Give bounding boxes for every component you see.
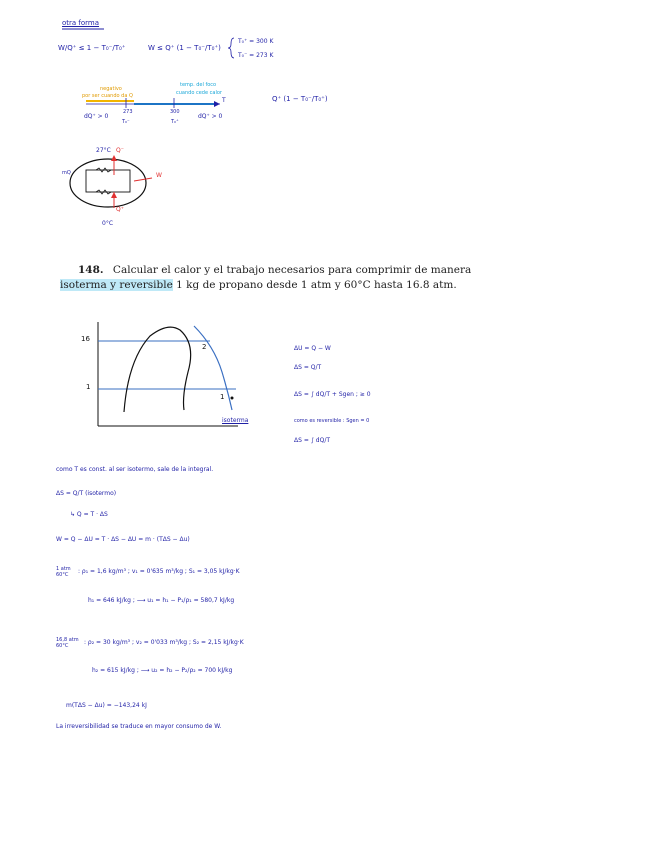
state-2-enthalpy: h₂ = 615 kJ/kg ; ⟶ u₂ = h₂ − P₂/ρ₂ = 700 kJ/kg bbox=[92, 667, 233, 674]
q-minus-arrowhead bbox=[111, 155, 117, 161]
dq-left: dQ⁺ > 0 bbox=[84, 113, 109, 120]
eq-energy: ΔU = Q − W bbox=[294, 345, 331, 352]
eq-entropy-integral: ΔS = ∫ dQ/T + Sgen ; ≥ 0 bbox=[294, 391, 371, 398]
eq-entropy: ΔS = Q/T bbox=[294, 364, 322, 371]
diagram-point-1: 1 bbox=[220, 393, 225, 401]
cycle-ellipse bbox=[70, 159, 146, 207]
blue-note-2: cuando cede calor bbox=[176, 90, 222, 96]
axis-t-label: T bbox=[222, 97, 226, 104]
work-result: m(TΔS − Δu) = −143,24 kJ bbox=[66, 702, 147, 709]
q-plus-arrowhead bbox=[111, 192, 117, 198]
yellow-note-1: negativo bbox=[100, 86, 122, 92]
yellow-note-2: por ser cuando da Q bbox=[82, 93, 133, 99]
cycle-mq: mQ bbox=[62, 170, 71, 176]
dq-right: dQ⁺ > 0 bbox=[198, 113, 223, 120]
solution-line-4: W = Q − ΔU = T · ΔS − ΔU = m · (TΔS − Δu) bbox=[56, 536, 190, 543]
cycle-q-minus: Q⁻ bbox=[116, 147, 124, 154]
conclusion: La irreversibilidad se traduce en mayor consumo de W. bbox=[56, 723, 222, 730]
t-hot: T₀⁺ = 300 K bbox=[238, 38, 274, 45]
tick-273: 273 bbox=[123, 109, 133, 115]
solution-line-2: ΔS = Q/T (isotermo) bbox=[56, 490, 117, 497]
cycle-rectangle bbox=[86, 170, 130, 192]
cycle-q-plus: Q⁺ bbox=[116, 206, 124, 213]
eq-entropy-reversible: ΔS = ∫ dQ/T bbox=[294, 437, 331, 444]
tick-300: 300 bbox=[170, 109, 180, 115]
heading-otra-forma: otra forma bbox=[62, 19, 100, 27]
cycle-w: W bbox=[156, 172, 162, 179]
efficiency-inequality: W/Q⁺ ≤ 1 − T₀⁻/T₀⁺ bbox=[58, 44, 126, 52]
saturation-dome bbox=[124, 327, 191, 412]
temps-brace bbox=[228, 38, 234, 58]
blue-note-1: temp. del foco bbox=[180, 82, 217, 88]
diagram-point-2: 2 bbox=[202, 343, 207, 351]
diagram-isoterma-label: isoterma bbox=[222, 417, 249, 424]
tick-273-label: T₀⁻ bbox=[122, 119, 130, 125]
state-2-props: : ρ₂ = 30 kg/m³ ; v₂ = 0'033 m³/kg ; S₂ = 2,15 kJ/kg·K bbox=[84, 639, 244, 646]
state-2-label: 16,8 atm 60°C bbox=[56, 637, 79, 649]
result-expression: Q⁺ (1 − T₀⁻/T₀⁺) bbox=[272, 95, 328, 103]
problem-text-1: Calcular el calor y el trabajo necesarios para comprimir de manera bbox=[112, 264, 472, 276]
diagram-y-16: 16 bbox=[81, 335, 90, 343]
w-arrow bbox=[134, 178, 152, 181]
state-1-enthalpy: h₁ = 646 kJ/kg ; ⟶ u₁ = h₁ − P₁/ρ₁ = 580,7 kJ/kg bbox=[88, 597, 235, 604]
problem-text-2: 1 kg de propano desde 1 atm y 60°C hasta 16.8 atm. bbox=[172, 279, 457, 291]
state-1-point bbox=[231, 397, 234, 400]
axis-arrowhead bbox=[214, 101, 220, 107]
highlight-isoterma: isoterma y reversible bbox=[60, 279, 173, 291]
isotherm-curve bbox=[194, 326, 232, 410]
state-1-props: : ρ₁ = 1,6 kg/m³ ; v₁ = 0'635 m³/kg ; S₁ = 3,05 kJ/kg·K bbox=[78, 568, 240, 575]
state-1-label: 1 atm 60°C bbox=[56, 566, 71, 578]
diagram-y-1: 1 bbox=[86, 383, 91, 391]
problem-number: 148. bbox=[78, 264, 104, 276]
solution-line-1: como T es const. al ser isotermo, sale de la integral. bbox=[56, 466, 214, 473]
cycle-top-temp: 27°C bbox=[96, 147, 111, 154]
solution-line-3: ↳ Q = T · ΔS bbox=[70, 511, 108, 518]
tick-300-label: T₀⁺ bbox=[171, 119, 179, 125]
t-cold: T₀⁻ = 273 K bbox=[238, 52, 274, 59]
eq-reversible: como es reversible : Sgen = 0 bbox=[294, 418, 370, 424]
cycle-bottom-temp: 0°C bbox=[102, 220, 114, 227]
work-inequality: W ≤ Q⁺ (1 − T₀⁻/T₀⁺) bbox=[148, 44, 221, 52]
